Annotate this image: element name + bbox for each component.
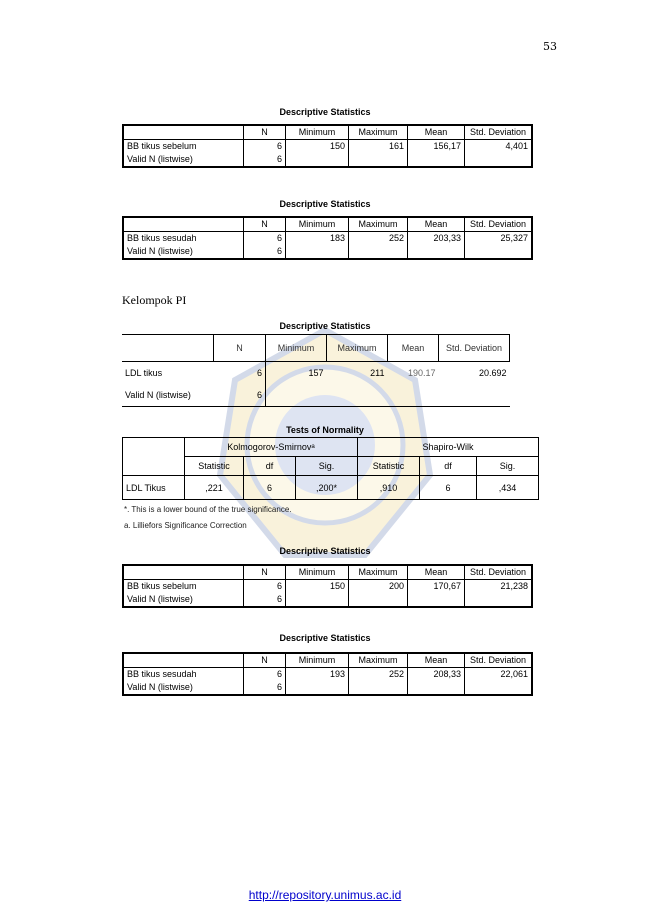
- col-header: [123, 217, 244, 232]
- sub-header: Sig.: [477, 457, 539, 476]
- sub-header: Statistic: [185, 457, 244, 476]
- table-row: [123, 580, 532, 594]
- col-header: Maximum: [349, 653, 408, 668]
- col-header: N: [244, 125, 286, 140]
- page-number: 53: [543, 40, 557, 53]
- table-row: [123, 593, 532, 607]
- col-header: Mean: [408, 125, 465, 140]
- col-header: Mean: [408, 653, 465, 668]
- col-header: Maximum: [349, 217, 408, 232]
- cell: ,200*: [296, 476, 358, 500]
- cell: 6: [244, 476, 296, 500]
- cell: 20.692: [478, 368, 507, 378]
- cell: 170,67: [408, 580, 465, 594]
- row-label: Valid N (listwise): [123, 593, 244, 607]
- descriptive-table-5: [122, 652, 533, 696]
- table3-title: Descriptive Statistics: [279, 321, 371, 331]
- footnote: a. Lilliefors Significance Correction: [124, 521, 247, 530]
- cell: 21,238: [465, 580, 533, 594]
- cell: 6: [244, 593, 286, 607]
- cell: 156,17: [408, 140, 465, 154]
- col-header: Std. Deviation: [465, 217, 533, 232]
- cell: ,221: [185, 476, 244, 500]
- table4-title: Descriptive Statistics: [279, 546, 371, 556]
- sub-header: Statistic: [358, 457, 420, 476]
- sub-header: df: [420, 457, 477, 476]
- row-label: LDL tikus: [125, 368, 163, 378]
- row-label: Valid N (listwise): [125, 390, 191, 400]
- row-label: BB tikus sebelum: [123, 580, 244, 594]
- row-label: Valid N (listwise): [123, 681, 244, 695]
- col-header: Maximum: [349, 565, 408, 580]
- col-header: N: [244, 653, 286, 668]
- cell: 4,401: [465, 140, 533, 154]
- table-row: [123, 476, 539, 500]
- table-row: [123, 681, 532, 695]
- cell: 6: [276, 233, 282, 243]
- cell: 252: [349, 668, 408, 682]
- col-header: Mean: [408, 217, 465, 232]
- cell: 6: [420, 476, 477, 500]
- cell: 252: [349, 232, 408, 246]
- normality-table: [122, 437, 539, 500]
- cell: 183: [286, 232, 349, 246]
- cell: 193: [286, 668, 349, 682]
- cell: 6: [244, 681, 286, 695]
- cell: 200: [349, 580, 408, 594]
- cell: 6: [214, 384, 266, 407]
- cell: 6: [276, 141, 282, 151]
- col-header: N: [244, 565, 286, 580]
- col-header: [123, 653, 244, 668]
- section-label: Kelompok PI: [122, 293, 187, 307]
- cell: 150: [286, 580, 349, 594]
- row-label: BB tikus sesudah: [123, 232, 244, 246]
- table2-title: Descriptive Statistics: [279, 199, 371, 209]
- cell: 6: [276, 581, 282, 591]
- col-header: Mean: [408, 565, 465, 580]
- cell: 203,33: [408, 232, 465, 246]
- cell: 6: [244, 153, 286, 167]
- normality-title: Tests of Normality: [286, 425, 364, 435]
- descriptive-table-1: [122, 124, 533, 168]
- col-header: Std. Deviation: [465, 565, 533, 580]
- col-header: Minimum: [286, 565, 349, 580]
- row-label: LDL Tikus: [123, 476, 185, 500]
- col-header: [123, 565, 244, 580]
- table-row: [122, 384, 510, 407]
- table-row: [123, 140, 532, 154]
- col-header: [123, 125, 244, 140]
- cell: 208,33: [408, 668, 465, 682]
- sub-header: Sig.: [296, 457, 358, 476]
- footnote: *. This is a lower bound of the true significance.: [124, 505, 292, 514]
- cell: 22,061: [465, 668, 533, 682]
- col-header: Mean: [388, 335, 439, 362]
- col-header: Std. Deviation: [465, 125, 533, 140]
- col-header: Maximum: [349, 125, 408, 140]
- table-row: [123, 668, 532, 682]
- row-label: Valid N (listwise): [123, 245, 244, 259]
- col-header: Minimum: [286, 653, 349, 668]
- table-row: [123, 153, 532, 167]
- table-row: [122, 362, 510, 385]
- col-header: Minimum: [286, 125, 349, 140]
- cell: 25,327: [465, 232, 533, 246]
- descriptive-table-4: [122, 564, 533, 608]
- group-header-sw: Shapiro-Wilk: [358, 438, 539, 457]
- col-header: N: [214, 335, 266, 362]
- group-header-ks: Kolmogorov-Smirnovᵃ: [185, 438, 358, 457]
- col-header: Std. Deviation: [465, 653, 533, 668]
- table1-title: Descriptive Statistics: [279, 107, 371, 117]
- cell: ,434: [477, 476, 539, 500]
- row-label: BB tikus sesudah: [123, 668, 244, 682]
- table5-title: Descriptive Statistics: [279, 633, 371, 643]
- cell: 157: [308, 368, 324, 378]
- col-header: Minimum: [286, 217, 349, 232]
- cell: 6: [214, 362, 266, 385]
- table-row: [123, 245, 532, 259]
- col-header: Std. Deviation: [439, 335, 510, 362]
- cell: 6: [244, 245, 286, 259]
- row-label: Valid N (listwise): [123, 153, 244, 167]
- cell: 190.17: [407, 368, 436, 378]
- col-header: Minimum: [266, 335, 327, 362]
- cell: 150: [286, 140, 349, 154]
- cell: 211: [370, 368, 385, 378]
- row-label: BB tikus sebelum: [123, 140, 244, 154]
- repository-link[interactable]: http://repository.unimus.ac.id: [248, 888, 402, 902]
- cell: 6: [276, 669, 282, 679]
- table-row: [123, 232, 532, 246]
- col-header: N: [244, 217, 286, 232]
- sub-header: df: [244, 457, 296, 476]
- descriptive-table-3: [122, 334, 510, 407]
- cell: ,910: [358, 476, 420, 500]
- descriptive-table-2: [122, 216, 533, 260]
- col-header: Maximum: [327, 335, 388, 362]
- cell: 161: [349, 140, 408, 154]
